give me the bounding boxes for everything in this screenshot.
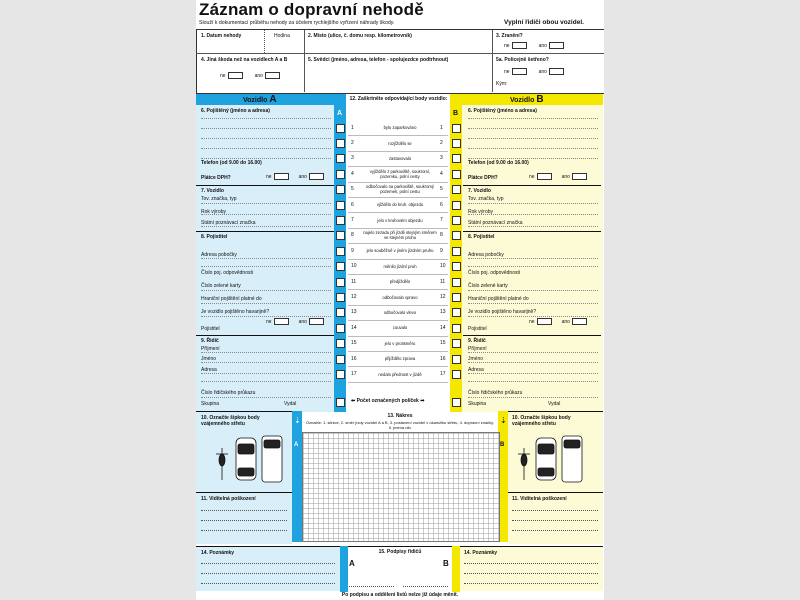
- writing-line[interactable]: [201, 118, 331, 119]
- b-platce-dph-label: Plátce DPH?: [468, 175, 498, 181]
- circumstance-a-checkbox[interactable]: [336, 370, 345, 379]
- circumstance-row: [196, 135, 604, 150]
- circumstance-number-b: 2: [440, 140, 443, 147]
- b-cislo-zelene-label: Číslo zelené karty: [468, 283, 508, 289]
- circumstance-row: [196, 166, 604, 181]
- circumstance-b-checkbox[interactable]: [452, 247, 461, 256]
- circumstance-row: [196, 336, 604, 351]
- circumstances-header: 12. Zaškrtněte odpovídající body vozidlo:: [349, 96, 448, 102]
- form-subtitle: Slouží k dokumentaci průběhu nehody za účelem rychlejšího vyřízení náhrady škody.: [199, 20, 395, 26]
- circumstance-b-checkbox[interactable]: [452, 370, 461, 379]
- hodina-label: Hodina: [274, 33, 290, 39]
- circumstance-number-a: 17: [351, 371, 357, 378]
- count-a-box[interactable]: [336, 398, 345, 407]
- circumstance-row: [196, 351, 604, 366]
- circumstance-a-checkbox[interactable]: [336, 201, 345, 210]
- circumstance-row: [196, 120, 604, 135]
- circumstance-row: [196, 289, 604, 304]
- circumstance-number-b: 6: [440, 201, 443, 208]
- a-platce-dph-label: Plátce DPH?: [201, 175, 231, 181]
- a-cislo-poj-label: Číslo poj. odpovědnosti: [201, 270, 253, 276]
- circumstance-text: rozjíždělo se: [388, 140, 412, 146]
- vehicle-b-title: Vozidlo B: [510, 94, 544, 105]
- zraneni-ano-checkbox[interactable]: [549, 42, 564, 49]
- zraneni-options: ne ano: [504, 42, 564, 49]
- arrow-right-icon: ➡: [420, 398, 425, 404]
- circumstance-number-a: 12: [351, 294, 357, 301]
- a-vozidlo-label: 7. Vozidlo: [201, 188, 224, 194]
- circumstance-number-b: 13: [440, 309, 446, 316]
- circumstance-row: [196, 366, 604, 381]
- a-rok-vyroby-label: Rok výroby: [201, 209, 227, 215]
- a-pojisteny-label: 6. Pojištěný (jméno a adresa): [201, 108, 270, 114]
- a-car-front-icon: [236, 438, 256, 480]
- a-oznacte-label: 10. Označte šipkou body vzájemného střetu: [201, 415, 260, 427]
- jina-skoda-options: ne ano: [220, 72, 280, 79]
- circumstance-a-checkbox[interactable]: [336, 355, 345, 364]
- circumstance-row: [196, 320, 604, 335]
- circumstance-text: vjíždělo do kruh. objezdu: [376, 202, 424, 208]
- signature-b-label: B: [443, 559, 449, 568]
- signature-a-line[interactable]: [349, 586, 394, 587]
- sketch-note: Označte: 1. silnice, 2. směr jízdy vozidel A a B, 3. postavení vozidel v okamžiku střetu, 4. dopravní značky, 5. jména ulic: [305, 420, 494, 430]
- circumstance-a-checkbox[interactable]: [336, 154, 345, 163]
- circumstance-b-checkbox[interactable]: [452, 185, 461, 194]
- circumstance-number-a: 9: [351, 247, 354, 254]
- circumstance-text: měnilo jízdní pruh: [383, 263, 417, 269]
- circumstance-number-b: 17: [440, 371, 446, 378]
- circumstance-a-checkbox[interactable]: [336, 308, 345, 317]
- circumstance-number-a: 10: [351, 263, 357, 270]
- circumstance-text: jelo v protisměru: [384, 340, 416, 346]
- circumstance-a-checkbox[interactable]: [336, 139, 345, 148]
- circumstance-number-a: 5: [351, 186, 354, 193]
- circumstance-b-checkbox[interactable]: [452, 170, 461, 179]
- sketch-strip-a: [292, 411, 302, 542]
- circumstance-number-b: 1: [440, 124, 443, 131]
- circumstance-number-b: 7: [440, 217, 443, 224]
- circumstance-a-checkbox[interactable]: [336, 262, 345, 271]
- circumstance-text: zastavovalo: [388, 155, 412, 161]
- b-pojistitel2-label: Pojistitel: [468, 326, 487, 332]
- count-label: ⬅ Počet označených políček ➡: [351, 398, 425, 404]
- circumstance-number-a: 6: [351, 201, 354, 208]
- circumstance-b-checkbox[interactable]: [452, 278, 461, 287]
- b-vehicles-diagram: [518, 430, 600, 488]
- jina-skoda-ano-checkbox[interactable]: [265, 72, 280, 79]
- circumstance-a-checkbox[interactable]: [336, 293, 345, 302]
- a-adresa-pobocky-label: Adresa pobočky: [201, 252, 237, 258]
- circumstance-text: nedalo přednost v jízdě: [378, 371, 422, 377]
- policejne-label: 5a. Policejně šetřeno?: [496, 57, 549, 63]
- form-title: Záznam o dopravní nehodě: [199, 0, 424, 19]
- a-pojistitel2-label: Pojistitel: [201, 326, 220, 332]
- b-motorbike-icon: [518, 448, 530, 480]
- circumstance-number-b: 14: [440, 324, 446, 331]
- circumstance-a-checkbox[interactable]: [336, 170, 345, 179]
- circumstance-row: [196, 243, 604, 258]
- datum-label: 1. Datum nehody: [201, 33, 242, 39]
- circumstance-b-checkbox[interactable]: [452, 339, 461, 348]
- circumstance-b-checkbox[interactable]: [452, 139, 461, 148]
- policejne-ano-checkbox[interactable]: [549, 68, 564, 75]
- circumstance-row: [196, 151, 604, 166]
- b-telefon-label: Telefon (od 9.00 do 16.00): [468, 160, 529, 166]
- circumstance-row: [196, 305, 604, 320]
- form-instruction: Vyplní řidiči obou vozidel.: [504, 19, 584, 26]
- circumstance-number-a: 16: [351, 355, 357, 362]
- writing-line[interactable]: [201, 397, 331, 398]
- circumstance-b-checkbox[interactable]: [452, 154, 461, 163]
- b-cislo-poj-label: Číslo poj. odpovědnosti: [468, 270, 520, 276]
- b-jmeno-label: Jméno: [468, 356, 484, 362]
- circumstance-b-checkbox[interactable]: [452, 216, 461, 225]
- b-havarijne-label: Je vozidlo pojištěno havarijně?: [468, 309, 537, 315]
- signatures-title: 15. Podpisy řidičů: [378, 549, 422, 555]
- a-vydal-label: Vydal: [284, 401, 297, 407]
- b-pojisteny-label: 6. Pojištěný (jméno a adresa): [468, 108, 537, 114]
- sketch-title: 13. Nákres: [387, 413, 413, 419]
- sketch-grid[interactable]: [302, 432, 500, 542]
- vehicle-a-title: Vozidlo A: [243, 94, 277, 105]
- arrow-left-icon: ⬅: [351, 398, 356, 404]
- a-ridic-label: 9. Řidič: [201, 338, 219, 344]
- circumstance-text: předjíždělo: [389, 279, 411, 285]
- circumstance-number-a: 1: [351, 124, 354, 131]
- b-adresa-label: Adresa: [468, 367, 484, 373]
- circumstance-a-checkbox[interactable]: [336, 124, 345, 133]
- circumstance-number-a: 2: [351, 140, 354, 147]
- b-skupina-label: Skupina: [468, 401, 487, 407]
- circumstance-number-a: 7: [351, 217, 354, 224]
- a-prijmeni-label: Příjmení: [201, 346, 220, 352]
- circumstance-a-checkbox[interactable]: [336, 324, 345, 333]
- circumstance-number-b: 15: [440, 340, 446, 347]
- a-dph-options: ne ano: [266, 173, 324, 180]
- b-tov-znacka-label: Tov. značka, typ: [468, 196, 504, 202]
- a-pojistitel-label: 8. Pojistitel: [201, 234, 228, 240]
- kym-label: Kým:: [496, 81, 508, 87]
- circumstance-b-checkbox[interactable]: [452, 124, 461, 133]
- circumstance-number-a: 14: [351, 324, 357, 331]
- b-rok-vyroby-label: Rok výroby: [468, 209, 494, 215]
- signature-a-label: A: [349, 559, 355, 568]
- strip-b-letter: B: [453, 110, 459, 117]
- circumstance-number-b: 12: [440, 294, 446, 301]
- circumstance-b-checkbox[interactable]: [452, 262, 461, 271]
- a-cislo-rp-label: Číslo řidičského průkazu: [201, 390, 256, 396]
- b-statni-znacka-label: Státní poznávací značka: [468, 220, 523, 226]
- circumstance-b-checkbox[interactable]: [452, 231, 461, 240]
- a-poznamky-label: 14. Poznámky: [201, 550, 235, 556]
- misto-label: 2. Místo (ulice, č. domu resp. kilometrovník): [308, 33, 412, 39]
- b-ridic-label: 9. Řidič: [468, 338, 486, 344]
- a-havarijne-options: ne ano: [266, 318, 324, 325]
- b-truck-icon: [562, 436, 582, 482]
- policejne-ne-checkbox[interactable]: [512, 68, 527, 75]
- circumstance-number-b: 8: [440, 232, 443, 239]
- b-cislo-rp-label: Číslo řidičského průkazu: [468, 390, 523, 396]
- footer-note: Po podpisu a oddělení listů nelze již údaje měnit.: [341, 592, 459, 598]
- b-car-front-icon: [536, 438, 556, 480]
- circumstance-number-b: 11: [440, 278, 446, 285]
- circumstance-number-a: 13: [351, 309, 357, 316]
- circumstance-a-checkbox[interactable]: [336, 339, 345, 348]
- sketch-a-letter: A: [294, 442, 299, 448]
- circumstance-text: jelo souběžně v jiném jízdním pruhu: [366, 248, 434, 254]
- circumstance-row: [196, 197, 604, 212]
- a-statni-znacka-label: Státní poznávací značka: [201, 220, 256, 226]
- count-b-box[interactable]: [452, 398, 461, 407]
- circumstance-number-a: 8: [351, 232, 354, 239]
- b-vozidlo-label: 7. Vozidlo: [468, 188, 491, 194]
- circumstance-row: [196, 212, 604, 227]
- circumstance-number-a: 15: [351, 340, 357, 347]
- a-tov-znacka-label: Tov. značka, typ: [201, 196, 237, 202]
- circumstance-number-b: 5: [440, 186, 443, 193]
- circumstance-text: vyjíždělo z parkoviště, soukromí, pozemku, polní cesty: [369, 168, 431, 179]
- circumstance-b-checkbox[interactable]: [452, 324, 461, 333]
- sketch-b-arrow-icon: ⇣: [500, 416, 507, 425]
- a-motorbike-icon: [216, 448, 228, 480]
- circumstance-number-a: 11: [351, 278, 357, 285]
- circumstance-text: odbočovalo vpravo: [382, 294, 418, 300]
- circumstance-b-checkbox[interactable]: [452, 201, 461, 210]
- zraneni-ne-checkbox[interactable]: [512, 42, 527, 49]
- svedci-label: 5. Svědci (jméno, adresa, telefon - spolujezdce podtrhnout): [308, 57, 449, 63]
- circumstance-number-b: 3: [440, 155, 443, 162]
- writing-line[interactable]: [468, 397, 598, 398]
- b-prijmeni-label: Příjmení: [468, 346, 487, 352]
- circumstance-text: jelo v kruhovém objezdu: [377, 217, 423, 223]
- b-dph-options: ne ano: [529, 173, 587, 180]
- strip-a-letter: A: [337, 110, 343, 117]
- circumstance-text: najelo zezadu při jízdě stejným směrem ve stejném pruhu: [363, 230, 437, 241]
- circumstance-number-a: 3: [351, 155, 354, 162]
- circumstance-a-checkbox[interactable]: [336, 278, 345, 287]
- b-vydal-label: Vydal: [548, 401, 561, 407]
- jina-skoda-ne-checkbox[interactable]: [228, 72, 243, 79]
- a-havarijne-label: Je vozidlo pojištěno havarijně?: [201, 309, 270, 315]
- circumstance-a-checkbox[interactable]: [336, 231, 345, 240]
- a-truck-icon: [262, 436, 282, 482]
- zraneni-label: 3. Zranění?: [496, 33, 523, 39]
- a-skupina-label: Skupina: [201, 401, 220, 407]
- circumstance-text: přijíždělo zprava: [384, 356, 416, 362]
- a-poskozeni-label: 11. Viditelná poškození: [201, 496, 256, 502]
- circumstance-b-checkbox[interactable]: [452, 293, 461, 302]
- circumstance-number-b: 16: [440, 355, 446, 362]
- b-havarijne-options: ne ano: [529, 318, 587, 325]
- policejne-options: ne ano: [504, 68, 564, 75]
- circumstance-row: [196, 228, 604, 243]
- writing-line[interactable]: [468, 118, 598, 119]
- b-poskozeni-label: 11. Viditelná poškození: [512, 496, 567, 502]
- b-oznacte-label: 10. Označte šipkou body vzájemného střetu: [512, 415, 571, 427]
- b-adresa-pobocky-label: Adresa pobočky: [468, 252, 504, 258]
- circumstance-row: [196, 259, 604, 274]
- b-hranicni-label: Hraniční pojištění platné do: [468, 296, 529, 302]
- circumstance-number-b: 10: [440, 263, 446, 270]
- circumstance-row: [196, 182, 604, 197]
- circumstance-text: odbočovalo vlevo: [383, 309, 417, 315]
- circumstance-a-checkbox[interactable]: [336, 216, 345, 225]
- a-jmeno-label: Jméno: [201, 356, 217, 362]
- sketch-a-arrow-icon: ⇣: [294, 416, 301, 425]
- circumstance-a-checkbox[interactable]: [336, 185, 345, 194]
- b-poznamky-label: 14. Poznámky: [464, 550, 498, 556]
- circumstance-a-checkbox[interactable]: [336, 247, 345, 256]
- signature-b-line[interactable]: [403, 586, 448, 587]
- circumstance-text: couvalo: [392, 325, 408, 331]
- a-hranicni-label: Hraniční pojištění platné do: [201, 296, 262, 302]
- circumstance-number-a: 4: [351, 170, 354, 177]
- a-telefon-label: Telefon (od 9.00 do 16.00): [201, 160, 262, 166]
- circumstance-b-checkbox[interactable]: [452, 308, 461, 317]
- circumstance-b-checkbox[interactable]: [452, 355, 461, 364]
- circumstance-number-b: 9: [440, 247, 443, 254]
- sign-strip-a: [340, 546, 348, 592]
- circumstance-text: bylo zaparkováno: [383, 125, 417, 131]
- sketch-b-letter: B: [500, 442, 505, 448]
- circumstance-number-b: 4: [440, 170, 443, 177]
- circumstance-row: [196, 274, 604, 289]
- b-pojistitel-label: 8. Pojistitel: [468, 234, 495, 240]
- a-adresa-label: Adresa: [201, 367, 217, 373]
- a-cislo-zelene-label: Číslo zelené karty: [201, 283, 241, 289]
- accident-report-form: [196, 0, 604, 600]
- jina-skoda-label: 4. Jiná škoda než na vozidlech A a B: [201, 57, 288, 63]
- circumstance-text: odbočovalo na parkoviště, soukromý pozemek, polní cestu: [366, 184, 434, 195]
- sign-strip-b: [452, 546, 460, 592]
- a-vehicles-diagram: [206, 430, 288, 488]
